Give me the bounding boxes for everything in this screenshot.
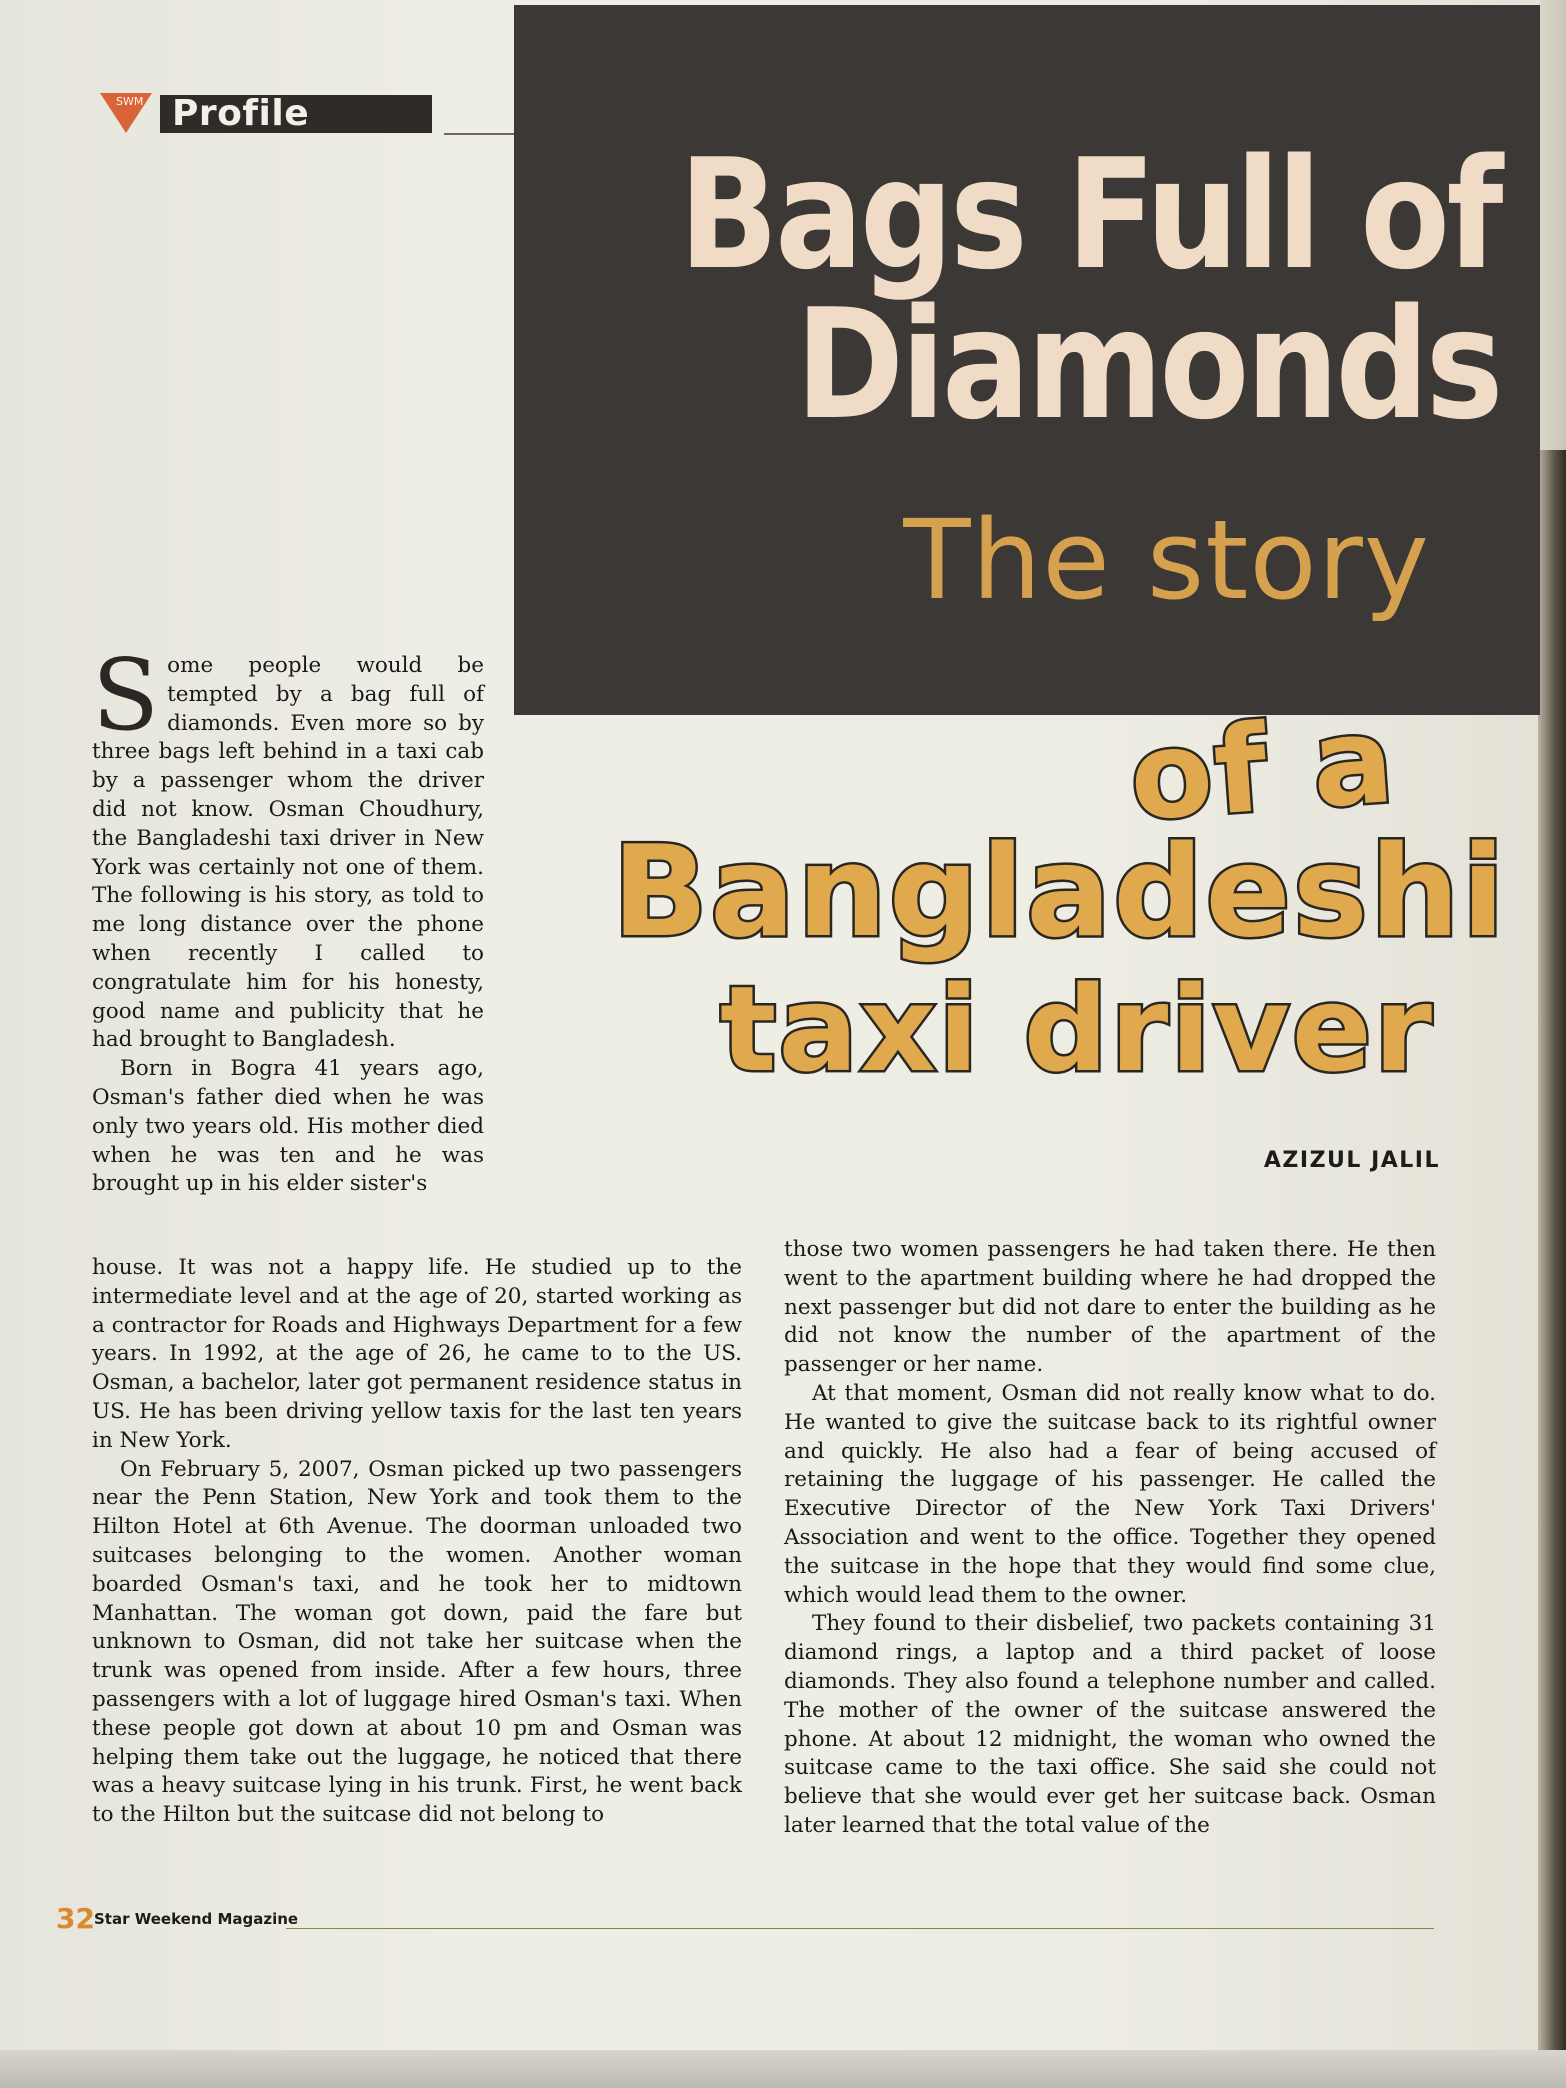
subhead-taxi-driver: taxi driver [720,960,1434,1098]
paragraph-2-top: Born in Bogra 41 years ago, Osman's father died when he was only two years old. His mother died when he was ten and he was brought up in his elder sister's [92,1056,484,1197]
subhead-of-a: of a [1125,690,1400,849]
page-edge [1538,450,1566,2088]
headline-line-1: Bags Full of [678,126,1500,303]
paragraph-1 [92,639,484,1055]
headline [674,126,1500,453]
page-bottom-band [0,2050,1566,2088]
section-label: Profile [172,93,310,134]
page-number: 32 [56,1902,95,1935]
drop-cap: S [92,639,160,753]
subhead-bangladeshi: Bangladeshi [612,818,1507,965]
paragraph-5: They found to their disbelief, two packets containing 31 diamond rings, a laptop and a third packet of loose diamonds. They also found a telephone number and called. The mother of the owner of the suitcase answered the phone. At about 12 midnight, the woman who owned the suitcase came to the taxi office. She said she could not believe that she would ever get her suitcase back. Osman later learned that the total value of the [784,1611,1436,1838]
column-left-bottom [92,1254,742,1830]
headline-line-2: Diamonds [795,276,1500,453]
byline: AZIZUL JALIL [1263,1148,1440,1173]
paragraph-2-bottom: house. It was not a happy life. He studied up to the intermediate level and at the age of 20, started working as a contractor for Roads and Highways Department for a few years. In 1992, at the age of 26, he came to to the US. Osman, a bachelor, later got permanent residence status in US. He has been driving yellow taxis for the last ten years in New York. [92,1255,742,1453]
subhead-story: The story [903,496,1430,624]
paragraph-1-text: ome people would be tempted by a bag full of diamonds. Even more so by three bags left behind in a taxi cab by a passenger whom the driver did not know. Osman Choudhury, the Bangladeshi taxi driver in New York was certainly not one of them. The following is his story, as told to me long distance over the phone when recently I called to congratulate him for his honesty, good name and publicity that he had brought to Bangladesh. [92,653,484,1053]
paragraph-3: On February 5, 2007, Osman picked up two passengers near the Penn Station, New York and took them to the Hilton Hotel at 6th Avenue. The doorman unloaded two suitcases belonging to the women. Another woman boarded Osman's taxi, and he took her to midtown Manhattan. The woman got down, paid the fare but unknown to Osman, did not take her suitcase when the trunk was opened from inside. After a few hours, three passengers with a lot of luggage hired Osman's taxi. When these people got down at about 10 pm and Osman was helping them take out the luggage, he noticed that there was a heavy suitcase lying in his trunk. First, he went back to the Hilton but the suitcase did not belong to [92,1456,742,1828]
column-left-top [92,639,484,1199]
page-edge-top [1540,0,1566,450]
paragraph-3-continued: those two women passengers he had taken there. He then went to the apartment building where he had dropped the next passenger but did not dare to enter the building as he did not know the number of the apartment of the passenger or her name. [784,1237,1436,1378]
magazine-name: Star Weekend Magazine [94,1910,299,1928]
paragraph-4: At that moment, Osman did not really know what to do. He wanted to give the suitcase back to its rightful owner and quickly. He also had a fear of being accused of retaining the luggage of his passenger. He called the Executive Director of the New York Taxi Drivers' Association and went to the office. Together they opened the suitcase in the hope that they would find some clue, which would lead them to the owner. [784,1380,1436,1608]
footer-rule [286,1928,1434,1929]
section-header [100,93,496,137]
swm-badge: SWM [116,95,144,108]
column-right [784,1236,1436,1841]
